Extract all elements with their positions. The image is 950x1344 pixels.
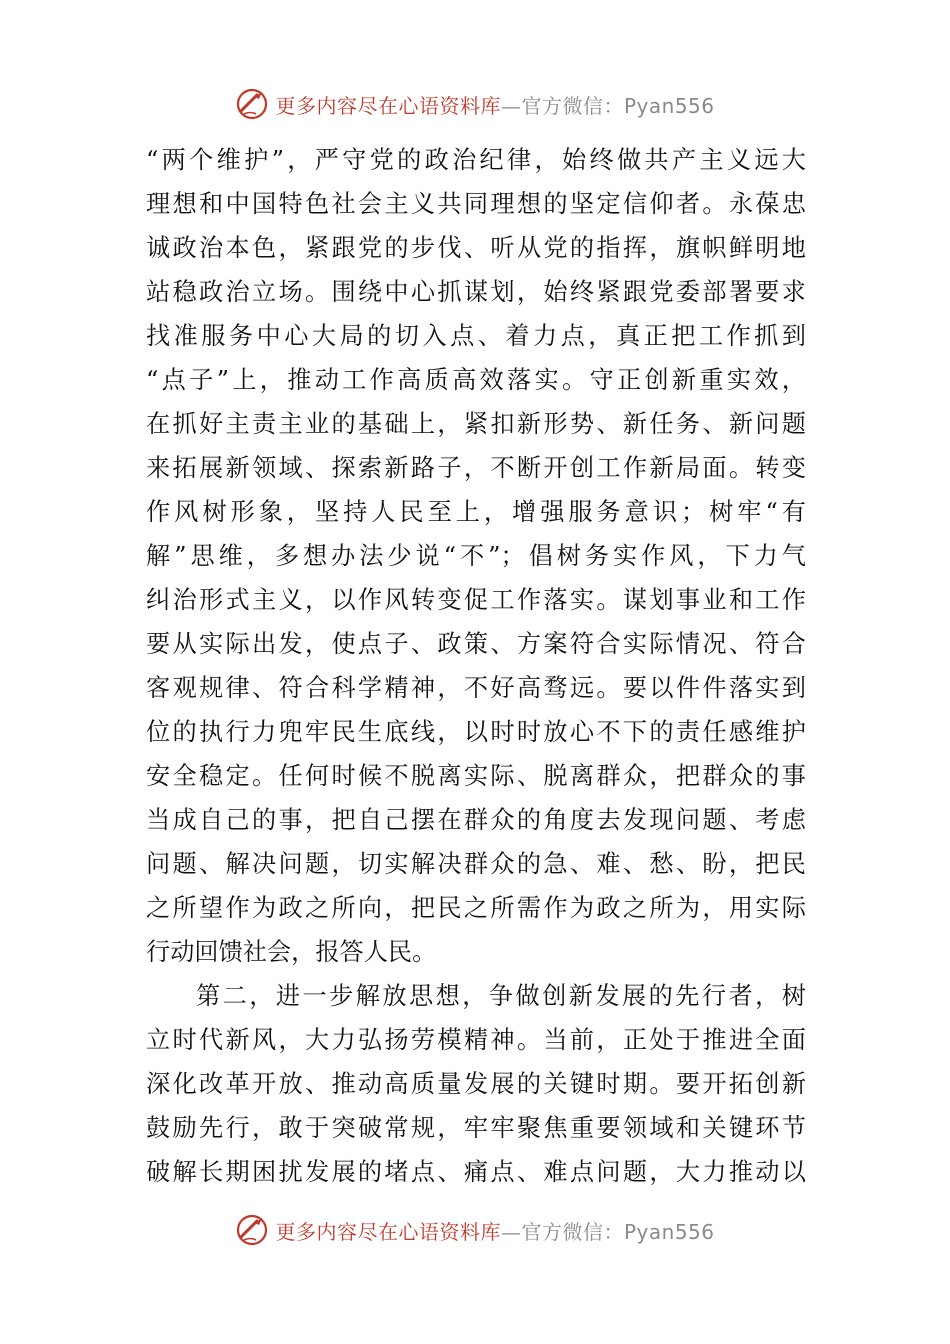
- text-line: 站稳政治立场。围绕中心抓谋划，始终紧跟党委部署要求: [146, 278, 806, 306]
- text-line: 安全稳定。任何时候不脱离实际、脱离群众，把群众的事: [146, 762, 806, 790]
- text-line: 客观规律、符合科学精神，不好高骛远。要以件件落实到: [146, 674, 806, 702]
- text-line: 在抓好主责主业的基础上，紧扣新形势、新任务、新问题: [146, 410, 806, 438]
- paragraph-1: [146, 138, 806, 974]
- text-line: 立时代新风，大力弘扬劳模精神。当前，正处于推进全面: [146, 1026, 806, 1054]
- footer-wechat-id: Pyan556: [623, 1219, 715, 1244]
- header-banner: [0, 84, 950, 124]
- header-site-text: 更多内容尽在心语资料库: [275, 93, 501, 118]
- footer-wechat-label: 官方微信：: [521, 1219, 624, 1244]
- text-line: 要从实际出发，使点子、政策、方案符合实际情况、符合: [146, 630, 806, 658]
- footer-banner: [0, 1210, 950, 1250]
- text-line: 问题、解决问题，切实解决群众的急、难、愁、盼，把民: [146, 850, 806, 878]
- text-line: “两个维护”，严守党的政治纪律，始终做共产主义远大: [146, 146, 806, 174]
- text-line: 来拓展新领域、探索新路子，不断开创工作新局面。转变: [146, 454, 806, 482]
- text-line: 位的执行力兜牢民生底线，以时时放心不下的责任感维护: [146, 718, 806, 746]
- footer-banner-text: [275, 1216, 714, 1245]
- paragraph-2: [146, 974, 806, 1194]
- text-line: 作风树形象，坚持人民至上，增强服务意识；树牢“有: [146, 498, 806, 526]
- pen-circle-logo-icon: [235, 1213, 269, 1247]
- header-banner-text: [275, 90, 714, 119]
- text-line: 第二，进一步解放思想，争做创新发展的先行者，树: [196, 982, 806, 1010]
- header-wechat-id: Pyan556: [623, 93, 715, 118]
- footer-site-text: 更多内容尽在心语资料库: [275, 1219, 501, 1244]
- document-body: [146, 138, 806, 1194]
- header-dash: —: [500, 93, 522, 118]
- text-line: 行动回馈社会，报答人民。: [146, 938, 437, 966]
- text-line: 之所望作为政之所向，把民之所需作为政之所为，用实际: [146, 894, 806, 922]
- header-wechat-label: 官方微信：: [521, 93, 624, 118]
- text-line: 纠治形式主义，以作风转变促工作落实。谋划事业和工作: [146, 586, 806, 614]
- text-line: 理想和中国特色社会主义共同理想的坚定信仰者。永葆忠: [146, 190, 806, 218]
- text-line: 当成自己的事，把自己摆在群众的角度去发现问题、考虑: [146, 806, 806, 834]
- text-line: 诚政治本色，紧跟党的步伐、听从党的指挥，旗帜鲜明地: [146, 234, 806, 262]
- text-line: 找准服务中心大局的切入点、着力点，真正把工作抓到: [146, 322, 806, 350]
- text-line: 解”思维，多想办法少说“不”；倡树务实作风，下力气: [146, 542, 806, 570]
- text-line: 破解长期困扰发展的堵点、痛点、难点问题，大力推动以: [146, 1158, 806, 1186]
- text-line: 深化改革开放、推动高质量发展的关键时期。要开拓创新: [146, 1070, 806, 1098]
- text-line: “点子”上，推动工作高质高效落实。守正创新重实效，: [146, 366, 806, 394]
- text-line: 鼓励先行，敢于突破常规，牢牢聚焦重要领域和关键环节: [146, 1114, 806, 1142]
- footer-dash: —: [500, 1219, 522, 1244]
- pen-circle-logo-icon: [235, 87, 269, 121]
